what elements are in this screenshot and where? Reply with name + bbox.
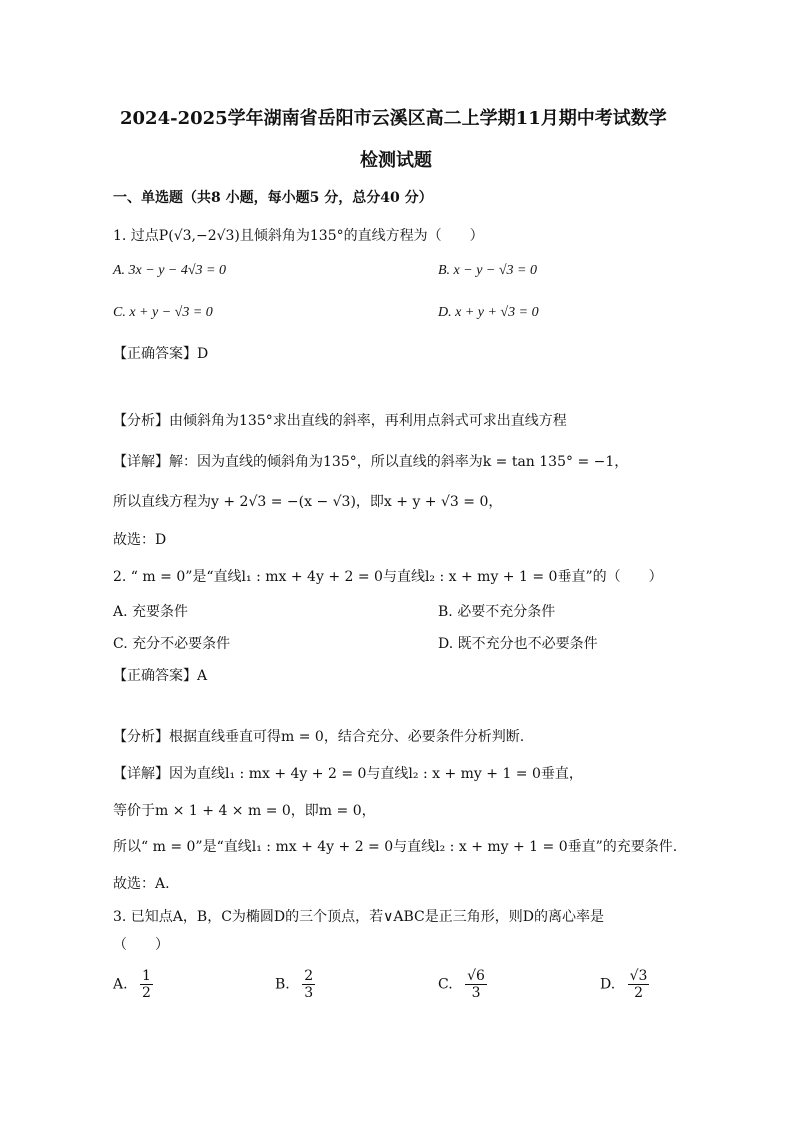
q3-option-b-denominator: 3 xyxy=(304,985,314,1002)
q3-option-c-denominator: 3 xyxy=(471,985,481,1002)
q3-option-a-numerator: 1 xyxy=(142,968,151,984)
q1-option-b: B. x − y − √3 = 0 xyxy=(438,263,538,278)
q3-option-a-denominator: 2 xyxy=(142,985,151,1002)
q1-detail-2: 所以直线方程为y + 2√3 = −(x − √3)，即x + y + √3 = 0， xyxy=(113,494,503,510)
q3-option-d-denominator: 2 xyxy=(634,985,644,1002)
q2-analysis: 【分析】根据直线垂直可得m = 0，结合充分、必要条件分析判断. xyxy=(113,729,525,745)
q3-option-b-numerator: 2 xyxy=(304,968,314,984)
q3-option-b-label: B. xyxy=(275,976,290,993)
q3-stem-parens: （ ） xyxy=(113,937,169,953)
q1-option-d: D. x + y + √3 = 0 xyxy=(438,305,539,320)
q2-answer: 【正确答案】A xyxy=(113,668,208,684)
q1-option-c: C. x + y − √3 = 0 xyxy=(113,305,213,320)
q2-conclusion: 故选：A. xyxy=(113,876,170,892)
section-heading: 一、单选题（共8 小题，每小题5 分，总分40 分） xyxy=(113,190,433,206)
q1-answer: 【正确答案】D xyxy=(113,346,209,362)
q3-option-d-fraction xyxy=(628,968,650,1001)
q2-option-b: B. 必要不充分条件 xyxy=(438,604,556,620)
doc-title-line2: 检测试题 xyxy=(360,150,432,171)
q2-option-a: A. 充要条件 xyxy=(113,604,189,620)
q3-option-c xyxy=(438,968,487,1001)
q2-option-d: D. 既不充分也不必要条件 xyxy=(438,636,598,652)
q2-detail-1: 【详解】因为直线l₁ : mx + 4y + 2 = 0与直线l₂ : x + my + 1 = 0垂直， xyxy=(113,766,583,782)
doc-title-line1: 2024-2025学年湖南省岳阳市云溪区高二上学期11月期中考试数学 xyxy=(120,108,667,129)
q1-conclusion: 故选：D xyxy=(113,532,167,548)
q3-option-a-fraction xyxy=(140,968,153,1001)
q2-option-c: C. 充分不必要条件 xyxy=(113,636,231,652)
q2-detail-2: 等价于m × 1 + 4 × m = 0，即m = 0， xyxy=(113,803,376,819)
q3-option-a xyxy=(113,968,153,1001)
q1-analysis: 【分析】由倾斜角为135°求出直线的斜率，再利用点斜式可求出直线方程 xyxy=(113,413,567,429)
q3-option-b xyxy=(275,968,315,1001)
q3-option-d-label: D. xyxy=(600,976,616,993)
q1-stem: 1. 过点P(√3,−2√3)且倾斜角为135°的直线方程为（ ） xyxy=(113,228,484,244)
q3-option-d-numerator: √3 xyxy=(629,968,648,984)
q3-stem: 3. 已知点A，B，C为椭圆D的三个顶点，若∨ABC是正三角形，则D的离心率是 xyxy=(113,909,604,925)
q1-detail-1: 【详解】解：因为直线的倾斜角为135°，所以直线的斜率为k = tan 135° = −1， xyxy=(113,454,629,470)
q3-option-d xyxy=(600,968,649,1001)
q2-detail-3: 所以“ m = 0”是“直线l₁ : mx + 4y + 2 = 0与直线l₂ : x + my + 1 = 0垂直”的充要条件. xyxy=(113,839,678,855)
q3-option-c-fraction xyxy=(465,968,487,1001)
q3-option-c-label: C. xyxy=(438,976,453,993)
q3-option-a-label: A. xyxy=(113,976,128,993)
q3-option-c-numerator: √6 xyxy=(467,968,485,984)
q1-option-a: A. 3x − y − 4√3 = 0 xyxy=(113,263,227,278)
q2-stem: 2. “ m = 0”是“直线l₁ : mx + 4y + 2 = 0与直线l₂ : x + my + 1 = 0垂直”的（ ） xyxy=(113,569,663,585)
q3-option-b-fraction xyxy=(302,968,315,1001)
